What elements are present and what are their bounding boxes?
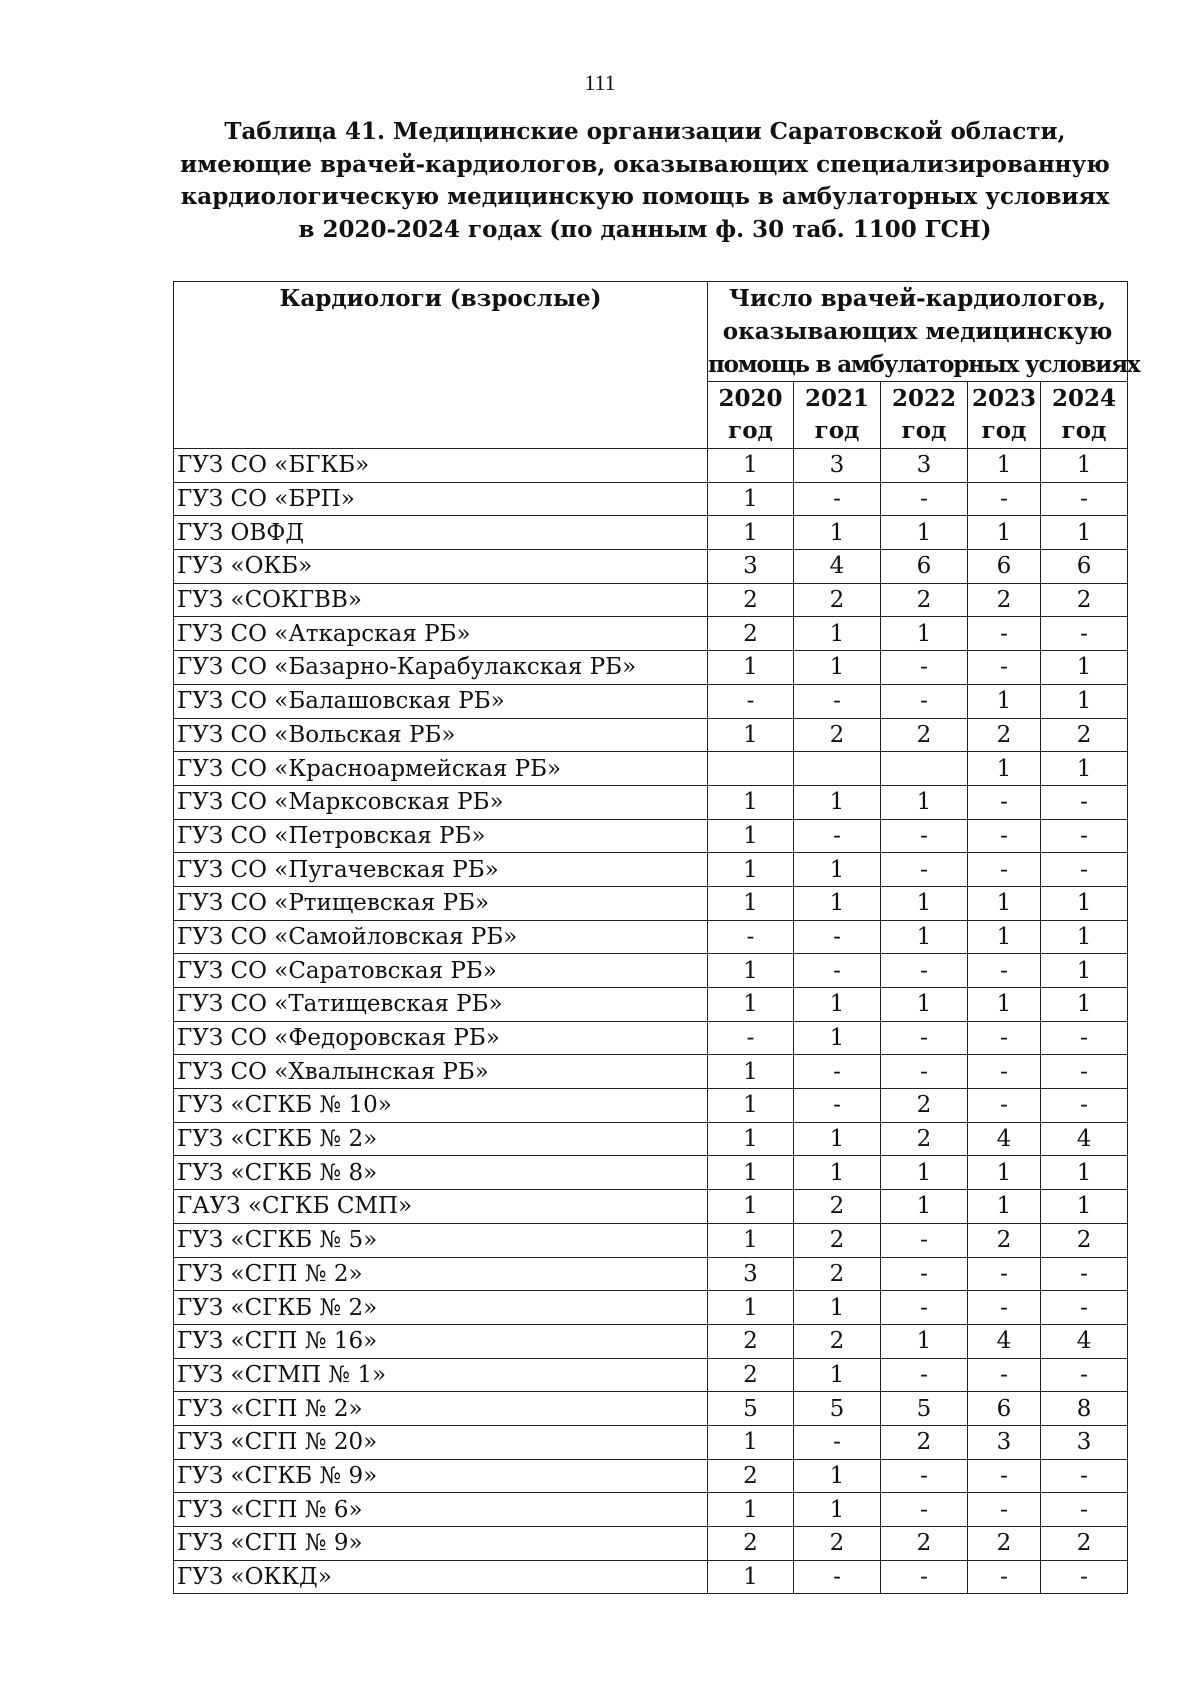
caption-line: Таблица 41. Медицинские организации Саратовской области, bbox=[224, 118, 1066, 145]
doctor-count-cell: 2 bbox=[708, 1358, 794, 1392]
doctor-count-cell: 1 bbox=[794, 988, 881, 1022]
doctor-count-cell: 2 bbox=[794, 1527, 881, 1561]
doctor-count-cell: 1 bbox=[794, 1459, 881, 1493]
doctor-count-cell: 1 bbox=[708, 1493, 794, 1527]
doctor-count-cell: 1 bbox=[1041, 1156, 1128, 1190]
doctor-count-cell: - bbox=[794, 684, 881, 718]
organization-name: ГУЗ СО «Хвалынская РБ» bbox=[174, 1055, 708, 1089]
doctor-count-cell: 4 bbox=[1041, 1122, 1128, 1156]
doctor-count-cell: 1 bbox=[708, 516, 794, 550]
doctor-count-cell: 2 bbox=[794, 718, 881, 752]
header-doctor-count bbox=[708, 282, 1140, 382]
organization-name: ГУЗ СО «Петровская РБ» bbox=[174, 819, 708, 853]
doctor-count-cell: 2 bbox=[968, 1527, 1041, 1561]
organization-name: ГУЗ СО «Марксовская РБ» bbox=[174, 785, 708, 819]
organization-name: ГУЗ СО «Татищевская РБ» bbox=[174, 988, 708, 1022]
doctor-count-cell: 1 bbox=[794, 785, 881, 819]
table-row bbox=[174, 550, 1128, 584]
doctor-count-cell: 1 bbox=[794, 1291, 881, 1325]
organization-name: ГУЗ СО «Пугачевская РБ» bbox=[174, 853, 708, 887]
header-line: Число врачей-кардиологов, bbox=[729, 285, 1106, 312]
doctor-count-cell: 1 bbox=[708, 449, 794, 483]
doctor-count-cell: 1 bbox=[708, 1156, 794, 1190]
doctor-count-cell: 5 bbox=[881, 1392, 968, 1426]
table-row bbox=[174, 684, 1128, 718]
doctor-count-cell: 1 bbox=[1041, 954, 1128, 988]
doctor-count-cell: 6 bbox=[881, 550, 968, 584]
doctor-count-cell: 1 bbox=[1041, 920, 1128, 954]
organization-name: ГУЗ ОВФД bbox=[174, 516, 708, 550]
header-year-2020: 2020 год bbox=[708, 382, 794, 449]
organization-name: ГУЗ «СГП № 20» bbox=[174, 1425, 708, 1459]
doctor-count-cell: 1 bbox=[708, 853, 794, 887]
table-row bbox=[174, 449, 1128, 483]
organization-name: ГУЗ «СГП № 9» bbox=[174, 1527, 708, 1561]
doctor-count-cell: 1 bbox=[708, 1190, 794, 1224]
table-row bbox=[174, 1223, 1128, 1257]
doctor-count-cell: 2 bbox=[968, 718, 1041, 752]
doctor-count-cell: - bbox=[881, 1223, 968, 1257]
caption-line: имеющие врачей-кардиологов, оказывающих специализированную bbox=[180, 150, 1110, 178]
organization-name: ГУЗ СО «Красноармейская РБ» bbox=[174, 752, 708, 786]
doctor-count-cell: 2 bbox=[1041, 583, 1128, 617]
doctor-count-cell: 1 bbox=[708, 1055, 794, 1089]
doctor-count-cell: - bbox=[881, 651, 968, 685]
doctor-count-cell: 3 bbox=[794, 449, 881, 483]
doctor-count-cell: - bbox=[794, 1089, 881, 1123]
table-row bbox=[174, 853, 1128, 887]
doctor-count-cell: 1 bbox=[881, 886, 968, 920]
doctor-count-cell: - bbox=[794, 819, 881, 853]
doctor-count-cell: 1 bbox=[1041, 1190, 1128, 1224]
doctor-count-cell: 1 bbox=[794, 651, 881, 685]
doctor-count-cell: 1 bbox=[794, 1122, 881, 1156]
doctor-count-cell: 2 bbox=[794, 583, 881, 617]
header-year-2022: 2022 год bbox=[881, 382, 968, 449]
table-caption bbox=[170, 116, 1120, 246]
doctor-count-cell: 4 bbox=[1041, 1324, 1128, 1358]
doctor-count-cell: 2 bbox=[881, 718, 968, 752]
doctor-count-cell: 2 bbox=[1041, 1527, 1128, 1561]
doctor-count-cell: 2 bbox=[794, 1324, 881, 1358]
doctor-count-cell: 1 bbox=[968, 684, 1041, 718]
doctor-count-cell: 4 bbox=[968, 1122, 1041, 1156]
organization-name: ГАУЗ «СГКБ СМП» bbox=[174, 1190, 708, 1224]
table-row bbox=[174, 1089, 1128, 1123]
doctor-count-cell: 6 bbox=[968, 550, 1041, 584]
doctor-count-cell: 1 bbox=[1041, 651, 1128, 685]
caption-line: кардиологическую медицинскую помощь в амбулаторных условиях bbox=[180, 183, 1110, 210]
table-row bbox=[174, 1190, 1128, 1224]
doctor-count-cell: 1 bbox=[708, 651, 794, 685]
doctor-count-cell: 1 bbox=[794, 853, 881, 887]
doctor-count-cell: - bbox=[968, 482, 1041, 516]
organization-name: ГУЗ «СГП № 2» bbox=[174, 1392, 708, 1426]
header-line: оказывающих медицинскую bbox=[722, 318, 1113, 345]
doctor-count-cell: 1 bbox=[708, 1223, 794, 1257]
organization-name: ГУЗ «СГКБ № 2» bbox=[174, 1291, 708, 1325]
doctor-count-cell: 5 bbox=[708, 1392, 794, 1426]
table-row bbox=[174, 1021, 1128, 1055]
doctor-count-cell: 1 bbox=[708, 1122, 794, 1156]
doctor-count-cell: - bbox=[881, 1560, 968, 1594]
doctor-count-cell: 1 bbox=[968, 516, 1041, 550]
doctor-count-cell: - bbox=[1041, 1021, 1128, 1055]
doctor-count-cell: - bbox=[968, 819, 1041, 853]
table-row bbox=[174, 785, 1128, 819]
doctor-count-cell: 2 bbox=[968, 1223, 1041, 1257]
doctor-count-cell: - bbox=[881, 1459, 968, 1493]
table-row bbox=[174, 617, 1128, 651]
doctor-count-cell: 2 bbox=[1041, 1223, 1128, 1257]
doctor-count-cell: 2 bbox=[881, 1425, 968, 1459]
organization-name: ГУЗ «ОКБ» bbox=[174, 550, 708, 584]
doctor-count-cell: 3 bbox=[1041, 1425, 1128, 1459]
doctor-count-cell: - bbox=[1041, 1493, 1128, 1527]
doctor-count-cell: - bbox=[881, 482, 968, 516]
doctor-count-cell: - bbox=[968, 1459, 1041, 1493]
doctor-count-cell: 1 bbox=[881, 785, 968, 819]
doctor-count-cell: 3 bbox=[708, 550, 794, 584]
doctor-count-cell: 1 bbox=[708, 1291, 794, 1325]
doctor-count-cell: - bbox=[1041, 1560, 1128, 1594]
doctor-count-cell: 1 bbox=[708, 886, 794, 920]
organization-name: ГУЗ «СГКБ № 10» bbox=[174, 1089, 708, 1123]
organization-name: ГУЗ «СОКГВВ» bbox=[174, 583, 708, 617]
doctor-count-cell: - bbox=[1041, 819, 1128, 853]
table-row bbox=[174, 1257, 1128, 1291]
page-number: 111 bbox=[584, 70, 616, 95]
doctor-count-cell: 4 bbox=[794, 550, 881, 584]
organization-name: ГУЗ «СГКБ № 8» bbox=[174, 1156, 708, 1190]
header-year-2021: 2021 год bbox=[794, 382, 881, 449]
table-row bbox=[174, 1055, 1128, 1089]
table-row bbox=[174, 886, 1128, 920]
doctor-count-cell: 1 bbox=[1041, 752, 1128, 786]
table-row bbox=[174, 819, 1128, 853]
doctor-count-cell: - bbox=[968, 651, 1041, 685]
doctor-count-cell: - bbox=[881, 1021, 968, 1055]
doctor-count-cell: 1 bbox=[881, 920, 968, 954]
organization-name: ГУЗ «СГМП № 1» bbox=[174, 1358, 708, 1392]
doctor-count-cell: 1 bbox=[881, 516, 968, 550]
table-row bbox=[174, 516, 1128, 550]
table-row bbox=[174, 920, 1128, 954]
doctor-count-cell: 2 bbox=[708, 583, 794, 617]
table-row bbox=[174, 1291, 1128, 1325]
doctor-count-cell: 1 bbox=[708, 785, 794, 819]
doctor-count-cell: - bbox=[968, 617, 1041, 651]
doctor-count-cell: 1 bbox=[1041, 988, 1128, 1022]
organization-name: ГУЗ СО «Базарно-Карабулакская РБ» bbox=[174, 651, 708, 685]
doctor-count-cell: - bbox=[968, 1493, 1041, 1527]
doctor-count-cell: 2 bbox=[794, 1190, 881, 1224]
organization-name: ГУЗ «СГП № 6» bbox=[174, 1493, 708, 1527]
doctor-count-cell bbox=[881, 752, 968, 786]
doctor-count-cell: 1 bbox=[1041, 516, 1128, 550]
doctor-count-cell: 3 bbox=[968, 1425, 1041, 1459]
doctor-count-cell: - bbox=[968, 1089, 1041, 1123]
table-row bbox=[174, 1392, 1128, 1426]
organization-name: ГУЗ «СГКБ № 5» bbox=[174, 1223, 708, 1257]
doctor-count-cell: 1 bbox=[968, 988, 1041, 1022]
organization-name: ГУЗ СО «Аткарская РБ» bbox=[174, 617, 708, 651]
doctor-count-cell: - bbox=[708, 684, 794, 718]
doctor-count-cell: 1 bbox=[968, 920, 1041, 954]
doctor-count-cell: - bbox=[881, 954, 968, 988]
doctor-count-cell: 1 bbox=[794, 886, 881, 920]
doctor-count-cell: 1 bbox=[881, 1190, 968, 1224]
doctor-count-cell: - bbox=[794, 1055, 881, 1089]
doctor-count-cell: 3 bbox=[708, 1257, 794, 1291]
organization-name: ГУЗ «СГП № 16» bbox=[174, 1324, 708, 1358]
doctor-count-cell: - bbox=[794, 954, 881, 988]
doctor-count-cell: 1 bbox=[968, 1156, 1041, 1190]
doctor-count-cell: - bbox=[1041, 1257, 1128, 1291]
doctor-count-cell: 1 bbox=[881, 1324, 968, 1358]
table-row bbox=[174, 988, 1128, 1022]
doctor-count-cell: 8 bbox=[1041, 1392, 1128, 1426]
doctor-count-cell: 2 bbox=[881, 1089, 968, 1123]
doctor-count-cell: 2 bbox=[1041, 718, 1128, 752]
doctor-count-cell: 2 bbox=[708, 617, 794, 651]
doctor-count-cell: - bbox=[1041, 853, 1128, 887]
table-row bbox=[174, 954, 1128, 988]
doctor-count-cell: 5 bbox=[794, 1392, 881, 1426]
doctor-count-cell: 1 bbox=[881, 1156, 968, 1190]
doctor-count-cell: 1 bbox=[794, 1493, 881, 1527]
organization-name: ГУЗ СО «Ртищевская РБ» bbox=[174, 886, 708, 920]
table-row bbox=[174, 1527, 1128, 1561]
table-row bbox=[174, 1459, 1128, 1493]
doctor-count-cell bbox=[794, 752, 881, 786]
doctor-count-cell: 1 bbox=[708, 1560, 794, 1594]
doctor-count-cell: - bbox=[968, 785, 1041, 819]
doctor-count-cell: 3 bbox=[881, 449, 968, 483]
doctor-count-cell: - bbox=[881, 1291, 968, 1325]
doctor-count-cell: 1 bbox=[881, 617, 968, 651]
organization-name: ГУЗ СО «Саратовская РБ» bbox=[174, 954, 708, 988]
cardiologists-table bbox=[173, 281, 1140, 1594]
doctor-count-cell: 1 bbox=[708, 819, 794, 853]
doctor-count-cell: - bbox=[881, 1358, 968, 1392]
organization-name: ГУЗ СО «Самойловская РБ» bbox=[174, 920, 708, 954]
doctor-count-cell: 1 bbox=[794, 1156, 881, 1190]
doctor-count-cell: 1 bbox=[708, 1089, 794, 1123]
doctor-count-cell: 2 bbox=[708, 1527, 794, 1561]
doctor-count-cell: 2 bbox=[881, 1527, 968, 1561]
organization-name: ГУЗ «СГКБ № 2» bbox=[174, 1122, 708, 1156]
doctor-count-cell: 2 bbox=[794, 1257, 881, 1291]
doctor-count-cell: - bbox=[794, 1560, 881, 1594]
doctor-count-cell: 2 bbox=[968, 583, 1041, 617]
doctor-count-cell: - bbox=[1041, 1089, 1128, 1123]
doctor-count-cell: 2 bbox=[881, 1122, 968, 1156]
doctor-count-cell: - bbox=[1041, 1291, 1128, 1325]
doctor-count-cell: - bbox=[881, 1257, 968, 1291]
doctor-count-cell: 1 bbox=[708, 954, 794, 988]
header-year-2024: 2024 год bbox=[1041, 382, 1128, 449]
doctor-count-cell: - bbox=[794, 1425, 881, 1459]
table-row bbox=[174, 718, 1128, 752]
doctor-count-cell: - bbox=[968, 1257, 1041, 1291]
doctor-count-cell: - bbox=[881, 1493, 968, 1527]
table-row bbox=[174, 1324, 1128, 1358]
organization-name: ГУЗ СО «Федоровская РБ» bbox=[174, 1021, 708, 1055]
table-row bbox=[174, 583, 1128, 617]
caption-line: в 2020-2024 годах (по данным ф. 30 таб. 1100 ГСН) bbox=[298, 215, 992, 243]
doctor-count-cell: - bbox=[968, 853, 1041, 887]
doctor-count-cell: 1 bbox=[794, 516, 881, 550]
table-row bbox=[174, 651, 1128, 685]
doctor-count-cell: 1 bbox=[708, 1425, 794, 1459]
doctor-count-cell: 1 bbox=[968, 752, 1041, 786]
table-row bbox=[174, 1156, 1128, 1190]
doctor-count-cell: - bbox=[968, 1021, 1041, 1055]
doctor-count-cell: 2 bbox=[708, 1324, 794, 1358]
doctor-count-cell: - bbox=[708, 920, 794, 954]
doctor-count-cell: 6 bbox=[1041, 550, 1128, 584]
doctor-count-cell: 6 bbox=[968, 1392, 1041, 1426]
doctor-count-cell: - bbox=[881, 853, 968, 887]
organization-name: ГУЗ «СГП № 2» bbox=[174, 1257, 708, 1291]
doctor-count-cell: - bbox=[1041, 785, 1128, 819]
doctor-count-cell: 2 bbox=[881, 583, 968, 617]
doctor-count-cell: 1 bbox=[708, 718, 794, 752]
doctor-count-cell: 1 bbox=[881, 988, 968, 1022]
organization-name: ГУЗ СО «Вольская РБ» bbox=[174, 718, 708, 752]
doctor-count-cell: 2 bbox=[708, 1459, 794, 1493]
table-row bbox=[174, 1122, 1128, 1156]
doctor-count-cell: - bbox=[1041, 1055, 1128, 1089]
doctor-count-cell: - bbox=[1041, 482, 1128, 516]
doctor-count-cell: - bbox=[794, 920, 881, 954]
doctor-count-cell: 4 bbox=[968, 1324, 1041, 1358]
doctor-count-cell: - bbox=[1041, 1459, 1128, 1493]
doctor-count-cell: - bbox=[968, 1560, 1041, 1594]
table-row bbox=[174, 482, 1128, 516]
doctor-count-cell: 1 bbox=[794, 1358, 881, 1392]
organization-name: ГУЗ СО «БРП» bbox=[174, 482, 708, 516]
doctor-count-cell: 1 bbox=[708, 988, 794, 1022]
doctor-count-cell: - bbox=[794, 482, 881, 516]
doctor-count-cell: - bbox=[968, 954, 1041, 988]
doctor-count-cell: 1 bbox=[1041, 886, 1128, 920]
table-row bbox=[174, 1493, 1128, 1527]
table-row bbox=[174, 1425, 1128, 1459]
doctor-count-cell: - bbox=[968, 1055, 1041, 1089]
doctor-count-cell: 1 bbox=[708, 482, 794, 516]
doctor-count-cell: 2 bbox=[794, 1223, 881, 1257]
doctor-count-cell: 1 bbox=[1041, 449, 1128, 483]
table-row bbox=[174, 752, 1128, 786]
doctor-count-cell: 1 bbox=[968, 886, 1041, 920]
organization-name: ГУЗ «ОККД» bbox=[174, 1560, 708, 1594]
doctor-count-cell: - bbox=[881, 684, 968, 718]
doctor-count-cell: - bbox=[708, 1021, 794, 1055]
doctor-count-cell: - bbox=[968, 1291, 1041, 1325]
doctor-count-cell: - bbox=[881, 819, 968, 853]
doctor-count-cell: - bbox=[1041, 1358, 1128, 1392]
table-row bbox=[174, 1560, 1128, 1594]
header-line: помощь в амбулаторных условиях bbox=[708, 351, 1140, 378]
doctor-count-cell: 1 bbox=[968, 449, 1041, 483]
doctor-count-cell: 1 bbox=[794, 1021, 881, 1055]
doctor-count-cell: 1 bbox=[794, 617, 881, 651]
header-year-2023: 2023 год bbox=[968, 382, 1041, 449]
doctor-count-cell bbox=[708, 752, 794, 786]
doctor-count-cell: - bbox=[881, 1055, 968, 1089]
doctor-count-cell: - bbox=[1041, 617, 1128, 651]
organization-name: ГУЗ «СГКБ № 9» bbox=[174, 1459, 708, 1493]
organization-name: ГУЗ СО «БГКБ» bbox=[174, 449, 708, 483]
doctor-count-cell: 1 bbox=[968, 1190, 1041, 1224]
organization-name: ГУЗ СО «Балашовская РБ» bbox=[174, 684, 708, 718]
header-organization: Кардиологи (взрослые) bbox=[174, 282, 708, 449]
table-row bbox=[174, 1358, 1128, 1392]
doctor-count-cell: - bbox=[968, 1358, 1041, 1392]
doctor-count-cell: 1 bbox=[1041, 684, 1128, 718]
